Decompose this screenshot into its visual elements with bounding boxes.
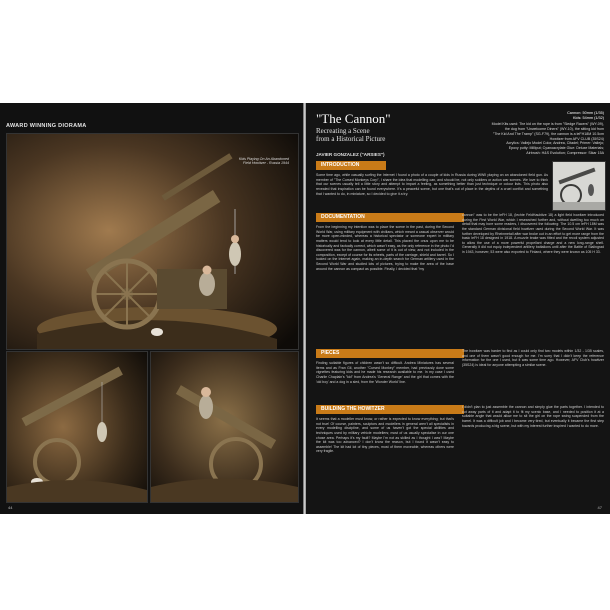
photo-caption — [239, 157, 289, 166]
materials-line: Epoxy putty: Milliput; Cyanoacrylate Glue: Deluxe Materials; — [508, 146, 604, 151]
figure-scales — [567, 111, 604, 121]
caption-line: Field Howitzer - Russia 1944 — [243, 161, 289, 166]
materials-line: Model Kits used: The kid on the rope is from "Sledge Racers" (WY-09), — [491, 122, 604, 126]
materials-line: Howitzer from AFV CLUB (35S24) — [549, 136, 604, 141]
materials-line: Acrylics: Vallejo Model Color, Andrea, Citadel; Primer: Vallejo; — [506, 141, 604, 146]
scale-line: Kids: 54mm (1/32) — [572, 115, 604, 120]
reference-photo — [552, 161, 606, 211]
intro-text: Some time ago, while casually surfing the Internet I found a photo of a couple of kids in Russia during WWII playing on an abandoned field gun. As member of "The Cursed Monkeys Corp", I share the idea that modelling can, and should be, not only soldiers or action war scenes. We love to think that our scenes usually tell a little story and attempt to impart a feeling, as something better than just technique or colour lists. This photo also revealed that inspiration can be found everywhere. It's a peaceful scene, but one that's out of place in the depths of a cruel conflict and something that I wanted to do, in miniature, so I decided to give it a try. — [316, 173, 548, 196]
materials-list — [444, 122, 604, 156]
author-byline: JAVIER GONZALEZ ("ARSIES") — [316, 152, 385, 157]
page-number: 47 — [597, 505, 602, 510]
detail-photo-left — [6, 351, 148, 503]
page-number: 44 — [8, 505, 13, 510]
right-page — [306, 103, 610, 514]
left-page — [0, 103, 303, 514]
building-text-left: It seems that a modeller must know, or rather is expected to know everything; but that's not true! Of course, painters, sculptors and modellers in general aren't all specialists in every modelling discipline, and some of us haven't got the special abilities and techniques used by military vehicle modellers; most of us usually specialise in our one chose area. Perhaps it's my fault? Maybe I'm not as skilled as I thought I was? Maybe the kit was too advanced? I don't know the reason, but I found it wasn't easy to assemble! The kit had lot of tiny pieces, most of them moveable, whereas others were very fragile. — [316, 417, 454, 454]
article-subtitle — [316, 127, 426, 143]
article-title: "The Cannon" — [316, 111, 391, 126]
detail-photo-right — [150, 351, 299, 503]
scale-line: Cannon: 50mm (1/35) — [567, 111, 604, 115]
building-text-right: I didn't plan to just assemble the cannon and simply glue the parts together. I intended to cut away parts of it and adapt it to fit my scenic base, and I needed to position it at a suitable angle that would allow me to sit the girl on the rope swing suspended from the barrel. It was a difficult job and I became very tired, but eventually it became the first step towards producing a big scene, but with my interest further inspired I wanted to do more. — [462, 405, 604, 428]
subtitle-line: from a Historical Picture — [316, 135, 386, 144]
heading-pieces: PIECES — [316, 349, 464, 358]
materials-line: "The Kid And The Tramp" (SG-F79), the cannon is a leFH18M 10.5cm — [492, 131, 604, 136]
documentation-text-right: cannon" was to be the leFH 18, (lechte FeldHaubitze 18) a light field howitzer introduced during the First World War, which I researched further and, without dwelling too much on detail that may bore some readers, I discovered the following: The 10.5 cm leFH 18M was the standard German divisional field howitzer used during the Second World War. It was further developed by Rheinmetall after war broke out in an effort to get more range from the basic leFH 18 designed in 1918. A muzzle brake was fitted and the recoil system adjusted to allow the use of a more powerful propellant charge and a new long-range shell. Generally it did not equip independent artillery battalions until after the Battle of Stalingrad in 1943, however, 53 were also exported to Finland, where they were known as 105 H 33. — [462, 213, 604, 255]
caption-line: Kids Playing On An Abandoned — [238, 157, 289, 161]
subtitle-line: Recreating a Scene — [316, 127, 370, 135]
pieces-text-right: The howitzer was harder to find as I could only find two models within 1/32 - 1/35 scales, and one of them wasn't good enough for me. I'm sorry that I didn't keep the reference information for the one I used, but it was some time ago. However, AFV Club's howitzer (35S24) is ideal for anyone attempting a similar scene. — [462, 349, 604, 367]
materials-line: Airbrush: H&S Evolution; Compressor: Sikar 15A — [526, 151, 604, 156]
heading-building-howitzer: BUILDING THE HOWITZER — [316, 405, 464, 414]
heading-introduction: INTRODUCTION — [316, 161, 386, 170]
magazine-spread — [0, 103, 610, 514]
materials-line: the dog from "Unwelcome Diners" (WY-10), the sitting kid from — [504, 126, 604, 131]
documentation-text-left: From the beginning my intention was to place the scene in the past, during the Second World War, using military equipment with civilians, which meant a casual observer would be more open-minded, whereas a historical spectator or someone expert in military matters would tend to look at every little detail. This placed the onus upon me to be historically and factually correct, which wasn't easy, as the only reference in the photo I'd discovered was for the cannon, albeit some of it is out of view, and not included in the composition, except of course for its wheels, parts of the carriage, shield and barrel. So I looked on the Internet again, making an in-depth search for German artillery used in the Second World War and studied lots of pictures, trying to make the area of the base around the cannon as compact as possible. Finally, I decided that "my — [316, 225, 454, 271]
pieces-text-left: Finding suitable figures of children wasn't so difficult. Andrea Miniatures has several items and as Fran Gil, another "Cursed Monkey" member, had previously done some vignettes featuring kids and he made his research available to me. In my case I used Charlie Chaplain's "kid" from Andrea's 'General Range' and the girl that comes with the 'old boy' and a dog in a sled, from the 'Wonder World' line. — [316, 361, 454, 384]
section-tag: AWARD WINNING DIORAMA — [6, 123, 87, 129]
heading-documentation: DOCUMENTATION — [316, 213, 464, 222]
